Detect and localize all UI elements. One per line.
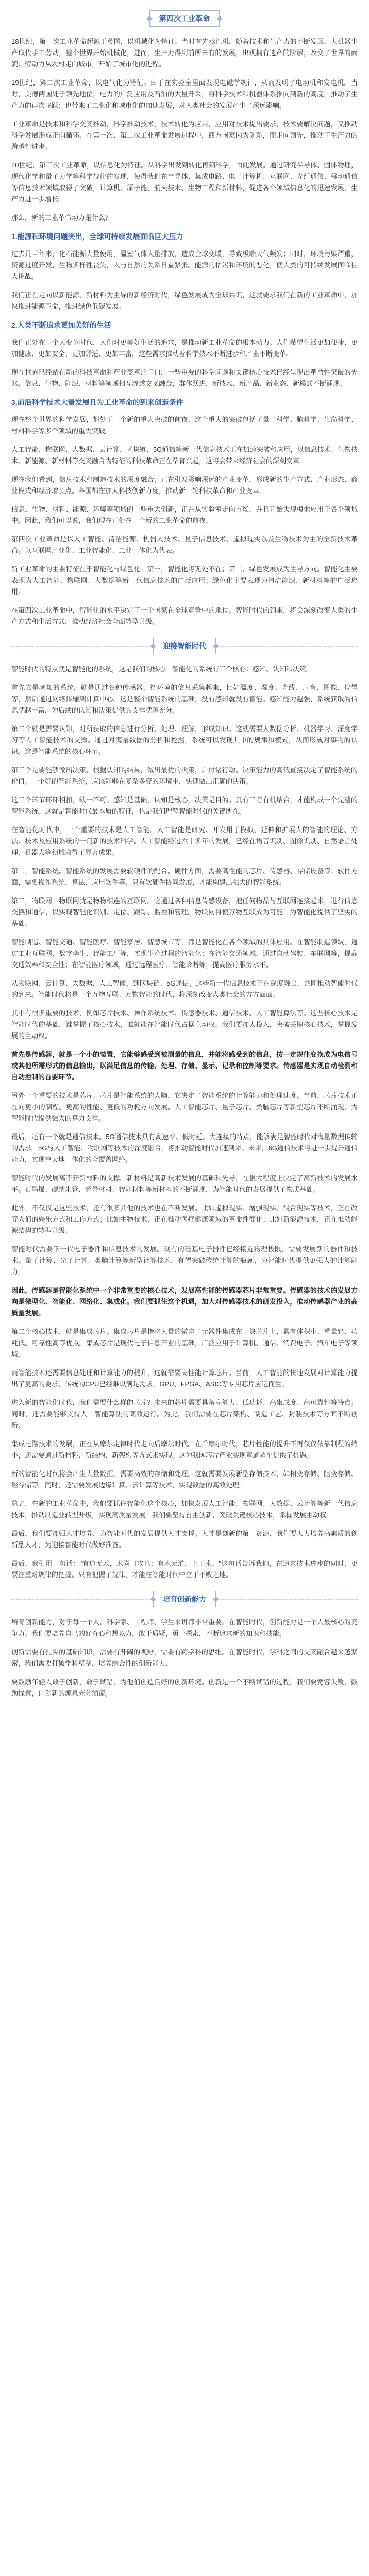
paragraph: 19世纪，第二次工业革命，以电气化为特征。由于在实验室里面发现电磁学规律，从而发明了电动机和发电机。当时，美德两国处于领先地位，电力的广泛应用及石油的大量开采，将科学技术和机器体系推向到新的高度，推动了生产力的再次飞跃；也带来了工业化和城市化的加速发展，对人类社会的发展产生了深远影响。 (11, 79, 358, 109)
paragraph: 在第四次工业革命中，智能化的水平决定了一个国家在全球竞争中的地位。智能时代的到来，将会深刻改变人类的生产方式和生活方式，推动经济社会全面转型升级。 (11, 606, 358, 625)
paragraph-emphasis: 因此，传感器是智能化系统中一个非常重要的核心技术，发展高性能的传感器芯片非常重要。传感器的技术的发展方向是微型化、智能化、网络化、集成化。我们要抓住这个机遇，加大对传感器技术的研发投入，推动传感器产业的高质量发展。 (11, 1286, 358, 1317)
paragraph-emphasis: 首先是传感器，就是一个小的装置，它能够感受到被测量的信息，并能将感受到的信息，按一定规律变换成为电信号或其他所需形式的信息输出，以满足信息的传输、处理、存储、显示、记录和控制等要求。传感器是实现自动检测和自动控制的首要环节。 (11, 1050, 358, 1081)
paragraph: 集成电路技术的发展，正在从摩尔定律时代走向后摩尔时代。在后摩尔时代，芯片性能的提升不再仅仅依靠制程的缩小，还需要通过新材料、新结构、新架构等方式来实现。这为我国芯片产业实现弯道超车提供了机遇。 (11, 1440, 358, 1459)
paragraph: 此外，不仅仅是这些技术，还有很多其他的技术也在不断发展。比如虚拟现实、增强现实、混合现实等技术，正在改变人们的娱乐方式和工作方式；比如生物技术，正在推动医疗健康领域的革命性变化；比如新能源技术，正在推动能源结构的转型升级。 (11, 1204, 358, 1234)
article-content (0, 10, 369, 1699)
paragraph: 培育创新能力，对于每一个人，科学家、工程师、学生来讲都非常重要。在智能时代，创新能力是一个人最核心的竞争力。我们要培养自己的好奇心和想象力，敢于质疑，勇于探索，不断追求新的知识和技能。 (11, 1618, 358, 1637)
paragraph: 信息、生物、材料、能源、环境等领域的一些重大创新，正在从实验室走向市场，并且开始大规模地应用于各个领域中。因此，我们可以说，我们现在正处在一个新的工业革命的前夜。 (11, 505, 358, 524)
paragraph: 智能时代需要下一代电子器件和信息技术的发展。现有的硅基电子器件已经接近物理极限，需要发展新的器件和技术。量子计算、光子计算、类脑计算等新型计算技术，有望突破传统计算的瓶颈，为智能时代提供更强大的计算能力。 (11, 1245, 358, 1276)
paragraph: 新的智能化时代将会产生大量数据，需要高效的存储和处理。这就需要发展新型存储技术，如相变存储、阻变存储、磁存储等。同时，还需要发展边缘计算、云计算等技术，实现数据的高效处理。 (11, 1470, 358, 1489)
paragraph: 总之，在新的工业革命中，我们要抓住智能化这个核心，加快发展人工智能、物联网、大数据、云计算等新一代信息技术，推动制造业转型升级，实现高质量发展。我们要坚持自主创新，突破关键核心技术，掌握发展主动权。 (11, 1500, 358, 1519)
paragraph: 我们正在走向以新能源、新材料为主导的新经济时代，绿色发展成为全球共识，这就要求我们在新的工业革命中，加快推进能源革命，推进绿色低碳发展。 (11, 291, 358, 310)
paragraph: 首先它是感知的系统，就是通过各种传感器，把环境的信息采集起来，比如温度、湿度、光线、声音、图像、位置等，然后通过网络传输到计算中心。这是整个智能系统的基础，没有感知就没有智能。感知能力越强，系统获取的信息就越丰富，为后续的认知和决策提供的支撑就越充分。 (11, 684, 358, 714)
paragraph: 现在我们看到，信息技术和制造技术的深度融合，正在引发影响深远的产业变革，形成新的生产方式、产业形态、商业模式和经济增长点。各国都在加大科技创新力度，推动新一轮科技革命和产业变革。 (11, 476, 358, 495)
paragraph: 从物联网、云计算、大数据、人工智能，到区块链、5G通信，这些新一代信息技术正在深度融合，共同推动智能时代的到来。智能时代将是一个万物互联、万物智能的时代，将深刻改变人类社会的方方面面。 (11, 979, 358, 998)
section-title: 第四次工业革命 (149, 10, 220, 27)
paragraph: 进入新的智能化时代，我们需要什么样的芯片？未来的芯片需要具备高算力、低功耗、高集成度、高可靠性等特点。同时，还需要能够支持人工智能算法的高效运行。为此，我们需要在芯片架构、制造工艺、封装技术等方面不断创新。 (11, 1399, 358, 1429)
section-title: 培育创新能力 (153, 1591, 216, 1607)
paragraph: 18世纪，第一次工业革命起源于英国，以机械化为特征。当时有先蒸汽机，随着技术和生产力的不断发展，大机器生产取代手工劳动，整个世界开始机械化，进而，生产力得到前所未有的发展，出现拥有遗产的阶层，改变了世界的面貌；劳动力从农村走向城市，开始了城市化的进程。 (11, 38, 358, 68)
paragraph: 第三个是要能够做出决策，根据认知的结果，做出最优的决策，并付诸行动。决策能力的高低直接决定了智能系统的价值。一个好的智能系统，应该能够在复杂多变的环境中，快速做出正确的决策。 (11, 766, 358, 785)
paragraph: 现在世界已经站在新的科技革命和产业变革的门口，一些重要的科学问题和关键核心技术已经呈现出革命性突破的先兆。信息、生物、能源、材料等领域相互渗透交叉融合，群体跃进，新技术、新产品、新业态、新模式不断涌现。 (11, 368, 358, 387)
paragraph: 智能时代的发展离不开新材料的支撑。新材料是高新技术发展的基础和先导，在很大程度上决定了高新技术的发展水平。石墨烯、碳纳米管、超导材料、智能材料等新材料的不断涌现，为智能时代的发展提供了物质基础。 (11, 1174, 358, 1193)
paragraph: 第二个核心技术，就是集成芯片。集成芯片是指将大量的微电子元器件集成在一块芯片上，具有体积小、重量轻、功耗低、可靠性高等优点。集成芯片是现代电子信息产业的基础，广泛应用于计算机、通信、消费电子、汽车电子等领域。 (11, 1328, 358, 1358)
paragraph: 而智能技术还需要信息处理和计算能力的提升，这就需要高性能计算芯片。当前，人工智能的快速发展对计算能力提出了更高的要求，传统的CPU已经难以满足需求，GPU、FPGA、ASIC等专用芯片应运而生。 (11, 1369, 358, 1388)
paragraph: 其中有很多重要的技术，例如芯片技术、操作系统技术、传感器技术、通信技术、人工智能算法等。这些核心技术是智能时代的基础，谁掌握了核心技术，谁就能在智能时代占据主动权。我们要加大投入，突破关键核心技术，掌握发展的主动权。 (11, 1009, 358, 1040)
paragraph: 最后，还有一个就是通信技术。5G通信技术具有高速率、低时延、大连接的特点，能够满足智能时代对海量数据传输的需求。5G与人工智能、物联网等技术的深度融合，将推动智能时代加速到来。未来，6G通信技术将进一步提升通信能力，实现空天地一体化的全覆盖网络。 (11, 1133, 358, 1163)
paragraph: 那么，新的工业革命动力是什么？ (11, 214, 112, 222)
subheading-energy: 1.能源和环境问题突出，全球可持续发展面临巨大压力 (11, 232, 183, 241)
paragraph: 第二，智能系统。智能系统的发展需要软硬件的配合。硬件方面，需要高性能的芯片、传感器、存储设备等；软件方面，需要操作系统、算法、应用软件等。只有软硬件协同发展，才能构建出强大的智能系统。 (11, 867, 358, 886)
section-header-intelligent-era (11, 638, 358, 654)
subheading-frontier-tech: 3.前沿科学技术大量发展且为工业革命的到来创造条件 (11, 398, 183, 406)
paragraph-quote: 最后，我引用一句话："有道无术，术尚可求也；有术无道，止于术。"这句话告诉我们，在追求技术进步的同时，更要注重对规律的把握。只有把握了规律，才能在智能时代中立于不败之地。 (11, 1560, 358, 1579)
paragraph: 第三，物联网。物联网就是物物相连的互联网。它通过各种信息传感设备，把任何物品与互联网连接起来，进行信息交换和通信，以实现智能化识别、定位、跟踪、监控和管理。物联网将使万物互联成为可能，为智能化提供了坚实的基础。 (11, 897, 358, 927)
paragraph: 要鼓励年轻人敢于创新，敢于试错，为他们创造良好的创新环境。创新是一个不断试错的过程，我们要宽容失败，鼓励探索，让创新的源泉充分涌流。 (11, 1678, 358, 1697)
paragraph: 现在整个世界的科学发展，都处于一个新的重大突破的前夜，这个重大的突破包括了量子科学、脑科学、生命科学、材料科学等多个领域的重大突破。 (11, 416, 358, 435)
paragraph: 这三个环节环环相扣，缺一不可。感知是基础，认知是核心，决策是目的。只有三者有机结合，才能构成一个完整的智能系统。这就是智能时代最本质的特征，也是我们理解智能时代的关键所在。 (11, 796, 358, 815)
paragraph: 第四次工业革命是以人工智能、清洁能源、机器人技术、量子信息技术、虚拟现实以及生物技术为主的全新技术革命。以互联网产业化、工业智能化、工业一体化为代表。 (11, 535, 358, 554)
section-title: 迎接智能时代 (153, 638, 216, 654)
paragraph: 工业革命是技术和科学交叉推动，科学推动技术，技术转化为应用，应用对技术提出要求，技术要解决问题，又推动科学发展形成正向循环。在第一次、第二次工业革命发展过程中，西方国家因为创新，而走向领先，推动了生产力的跨越性进步。 (11, 120, 358, 150)
paragraph: 过去几百年来，化石能源大量使用，温室气体大量排放，造成全球变暖，导致极端天气频发；同时，环境污染严重，资源过度开发，生物多样性丧失，人与自然的关系日益紧张。能源的枯竭和环境的恶化，使人类的可持续发展面临巨大挑战。 (11, 250, 358, 280)
section-header-industrial-revolution (11, 10, 358, 27)
paragraph: 智能制造、智能交通、智能医疗、智能家居、智慧城市等，都是智能化在各个领域的具体应用。在智能制造领域，通过工业互联网、数字孪生、智能工厂等，实现生产过程的智能化；在智能交通领域，通过自动驾驶、车联网等，提高交通效率和安全性；在智能医疗领域，通过远程医疗、智能诊断等，提高医疗服务水平。 (11, 938, 358, 969)
paragraph: 新工业革命的主要特征在于智能化与绿色化。第一，智能化将无处不在；第二，绿色发展成为主导方向。智能化主要表现为人工智能、物联网、大数据等新一代信息技术的广泛应用；绿色化主要表现为清洁能源、新材料等的广泛应用。 (11, 565, 358, 596)
paragraph: 在智能化时代中，一个重要的技术是人工智能。人工智能是研究、开发用于模拟、延伸和扩展人的智能的理论、方法、技术及应用系统的一门新的技术科学。人工智能经过六十多年的发展，已经在语音识别、图像识别、自然语言处理、机器人等领域取得了显著成果。 (11, 826, 358, 856)
section-header-innovation (11, 1591, 358, 1607)
paragraph: 最后，我们要加强人才培养，为智能时代的发展提供人才支撑。人才是创新的第一资源，我们要大力培养高素质的创新型人才，为迎接智能时代做好准备。 (11, 1530, 358, 1549)
paragraph: 另外一个重要的技术是芯片。芯片是智能系统的大脑，它决定了智能系统的计算能力和处理速度。当前，芯片技术正在向更小的制程、更高的性能、更低的功耗方向发展。人工智能芯片、量子芯片、类脑芯片等新型芯片不断涌现，为智能时代提供强大的算力支撑。 (11, 1092, 358, 1122)
paragraph: 第二个就是需要认知，对所获取的信息进行分析、处理、理解，形成知识。这就需要大数据分析、机器学习、深度学习等人工智能技术的支撑。通过对海量数据的分析和挖掘，系统可以发现其中的规律和模式，从而形成对事物的认识。这是智能系统的核心环节。 (11, 725, 358, 755)
paragraph: 我们正处在一个大变革时代，人们对更美好生活的追求，是推动新工业革命的根本动力。人们希望生活更加便捷、更加健康、更加安全、更加舒适、更加丰富，这些需求推动着科学技术不断进步和产业不断变革。 (11, 338, 358, 358)
paragraph: 人工智能、物联网、大数据、云计算、区块链、5G通信等新一代信息技术正在加速突破和应用，以信息技术、生物技术、新能源、新材料等交叉融合为特征的科技革命正在孕育兴起，这将会带来经济社会的深刻变革。 (11, 446, 358, 465)
paragraph: 智能时代的特点就是智能化的系统，这是我们的核心。智能化的系统有三个核心：感知、认知和决策。 (11, 665, 313, 673)
paragraph: 20世纪，第三次工业革命，以信息化为特征。从科学出发到转化再到科学，由此发展。通过研究半导体、固体物理，现代化学和量子力学等科学规律的发现，使得我们在半导体、集成电路、电子计算机、互联网、光纤通信、移动通信等信息技术领域取得了突破，计算机、原子能、航天技术、生物工程和新材料，促进各个领域信息化的迅速发展，生产力进一步增长。 (11, 161, 358, 203)
paragraph: 创新需要有扎实的基础知识，需要有开阔的视野，需要有跨学科的思维。在智能时代，学科之间的交叉融合越来越紧密，我们需要打破学科壁垒，培养综合性的创新能力。 (11, 1648, 358, 1667)
subheading-better-life: 2.人类不断追求更加美好的生活 (11, 321, 111, 329)
